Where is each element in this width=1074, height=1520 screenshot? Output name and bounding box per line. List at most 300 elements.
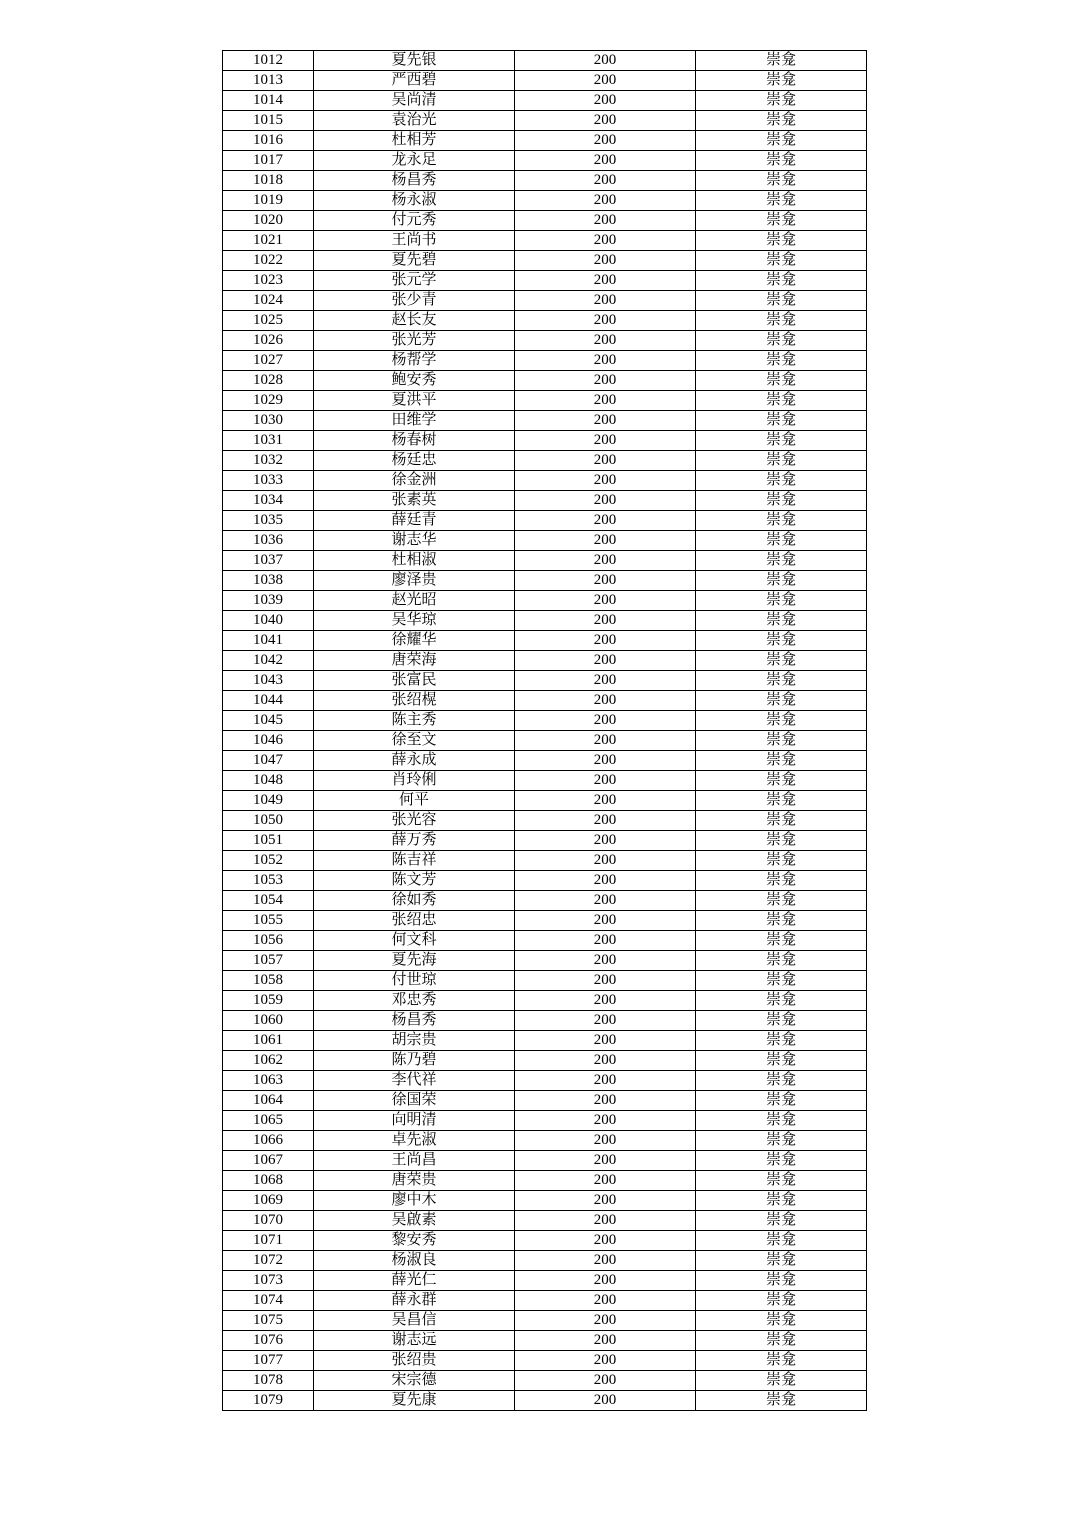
cell-id: 1073: [223, 1271, 314, 1291]
table-row: [223, 1251, 867, 1271]
cell-amount: 200: [515, 451, 696, 471]
cell-amount: 200: [515, 391, 696, 411]
cell-amount: 200: [515, 551, 696, 571]
cell-id: 1064: [223, 1091, 314, 1111]
table-row: [223, 591, 867, 611]
cell-area: 崇龛: [696, 371, 867, 391]
cell-amount: 200: [515, 571, 696, 591]
cell-name: 薛万秀: [314, 831, 515, 851]
cell-amount: 200: [515, 1371, 696, 1391]
table-row: [223, 911, 867, 931]
table-row: [223, 491, 867, 511]
table-row: [223, 751, 867, 771]
cell-name: 张光容: [314, 811, 515, 831]
cell-id: 1016: [223, 131, 314, 151]
cell-name: 龙永足: [314, 151, 515, 171]
cell-amount: 200: [515, 631, 696, 651]
table-row: [223, 311, 867, 331]
cell-name: 廖泽贵: [314, 571, 515, 591]
cell-area: 崇龛: [696, 651, 867, 671]
cell-id: 1059: [223, 991, 314, 1011]
cell-id: 1014: [223, 91, 314, 111]
cell-name: 夏先银: [314, 51, 515, 71]
table-row: [223, 151, 867, 171]
table-row: [223, 251, 867, 271]
cell-id: 1053: [223, 871, 314, 891]
cell-amount: 200: [515, 731, 696, 751]
cell-area: 崇龛: [696, 631, 867, 651]
cell-area: 崇龛: [696, 611, 867, 631]
table-row: [223, 871, 867, 891]
table-row: [223, 431, 867, 451]
cell-name: 赵长友: [314, 311, 515, 331]
cell-amount: 200: [515, 271, 696, 291]
cell-amount: 200: [515, 511, 696, 531]
cell-name: 胡宗贵: [314, 1031, 515, 1051]
cell-id: 1074: [223, 1291, 314, 1311]
cell-amount: 200: [515, 791, 696, 811]
cell-name: 严西碧: [314, 71, 515, 91]
table-row: [223, 1051, 867, 1071]
cell-id: 1046: [223, 731, 314, 751]
table-row: [223, 131, 867, 151]
cell-id: 1048: [223, 771, 314, 791]
table-row: [223, 1291, 867, 1311]
cell-area: 崇龛: [696, 691, 867, 711]
cell-amount: 200: [515, 151, 696, 171]
cell-name: 谢志华: [314, 531, 515, 551]
cell-area: 崇龛: [696, 771, 867, 791]
table-row: [223, 391, 867, 411]
cell-id: 1063: [223, 1071, 314, 1091]
cell-id: 1051: [223, 831, 314, 851]
cell-name: 王尚书: [314, 231, 515, 251]
cell-area: 崇龛: [696, 531, 867, 551]
cell-id: 1066: [223, 1131, 314, 1151]
cell-amount: 200: [515, 751, 696, 771]
table-row: [223, 351, 867, 371]
cell-name: 黎安秀: [314, 1231, 515, 1251]
cell-amount: 200: [515, 591, 696, 611]
cell-area: 崇龛: [696, 551, 867, 571]
cell-area: 崇龛: [696, 831, 867, 851]
cell-name: 唐荣贵: [314, 1171, 515, 1191]
table-row: [223, 851, 867, 871]
cell-id: 1069: [223, 1191, 314, 1211]
cell-name: 付元秀: [314, 211, 515, 231]
cell-area: 崇龛: [696, 291, 867, 311]
table-row: [223, 331, 867, 351]
table-row: [223, 1191, 867, 1211]
cell-amount: 200: [515, 1211, 696, 1231]
cell-id: 1023: [223, 271, 314, 291]
cell-id: 1032: [223, 451, 314, 471]
cell-name: 袁治光: [314, 111, 515, 131]
cell-area: 崇龛: [696, 431, 867, 451]
cell-amount: 200: [515, 231, 696, 251]
cell-name: 张富民: [314, 671, 515, 691]
cell-name: 陈吉祥: [314, 851, 515, 871]
cell-amount: 200: [515, 1391, 696, 1411]
cell-name: 徐金洲: [314, 471, 515, 491]
table-row: [223, 71, 867, 91]
cell-name: 张少青: [314, 291, 515, 311]
cell-name: 张绍榥: [314, 691, 515, 711]
cell-id: 1078: [223, 1371, 314, 1391]
cell-amount: 200: [515, 1071, 696, 1091]
cell-id: 1015: [223, 111, 314, 131]
cell-id: 1029: [223, 391, 314, 411]
cell-area: 崇龛: [696, 851, 867, 871]
table-row: [223, 531, 867, 551]
cell-name: 田维学: [314, 411, 515, 431]
cell-area: 崇龛: [696, 571, 867, 591]
cell-name: 吴昌信: [314, 1311, 515, 1331]
cell-amount: 200: [515, 1131, 696, 1151]
cell-area: 崇龛: [696, 111, 867, 131]
cell-amount: 200: [515, 111, 696, 131]
cell-name: 杨昌秀: [314, 1011, 515, 1031]
cell-id: 1061: [223, 1031, 314, 1051]
table-row: [223, 611, 867, 631]
cell-id: 1020: [223, 211, 314, 231]
cell-name: 张元学: [314, 271, 515, 291]
cell-area: 崇龛: [696, 91, 867, 111]
cell-name: 夏先碧: [314, 251, 515, 271]
cell-amount: 200: [515, 1031, 696, 1051]
cell-area: 崇龛: [696, 731, 867, 751]
cell-area: 崇龛: [696, 911, 867, 931]
cell-id: 1044: [223, 691, 314, 711]
cell-id: 1058: [223, 971, 314, 991]
cell-amount: 200: [515, 291, 696, 311]
cell-id: 1039: [223, 591, 314, 611]
cell-amount: 200: [515, 1111, 696, 1131]
table-row: [223, 631, 867, 651]
cell-area: 崇龛: [696, 991, 867, 1011]
cell-name: 徐如秀: [314, 891, 515, 911]
cell-area: 崇龛: [696, 1111, 867, 1131]
cell-name: 向明清: [314, 1111, 515, 1131]
cell-amount: 200: [515, 331, 696, 351]
cell-id: 1034: [223, 491, 314, 511]
cell-name: 夏先康: [314, 1391, 515, 1411]
table-row: [223, 1331, 867, 1351]
cell-name: 薛光仁: [314, 1271, 515, 1291]
cell-id: 1017: [223, 151, 314, 171]
table-row: [223, 291, 867, 311]
cell-amount: 200: [515, 491, 696, 511]
cell-area: 崇龛: [696, 1211, 867, 1231]
cell-amount: 200: [515, 431, 696, 451]
cell-area: 崇龛: [696, 251, 867, 271]
cell-id: 1068: [223, 1171, 314, 1191]
table-row: [223, 691, 867, 711]
cell-area: 崇龛: [696, 211, 867, 231]
cell-id: 1075: [223, 1311, 314, 1331]
cell-amount: 200: [515, 911, 696, 931]
cell-area: 崇龛: [696, 511, 867, 531]
cell-name: 陈主秀: [314, 711, 515, 731]
table-row: [223, 771, 867, 791]
table-row: [223, 1371, 867, 1391]
cell-name: 夏洪平: [314, 391, 515, 411]
cell-area: 崇龛: [696, 1171, 867, 1191]
cell-amount: 200: [515, 771, 696, 791]
cell-area: 崇龛: [696, 491, 867, 511]
cell-amount: 200: [515, 811, 696, 831]
cell-area: 崇龛: [696, 271, 867, 291]
table-row: [223, 711, 867, 731]
cell-amount: 200: [515, 611, 696, 631]
cell-name: 宋宗德: [314, 1371, 515, 1391]
cell-area: 崇龛: [696, 1091, 867, 1111]
cell-amount: 200: [515, 531, 696, 551]
table-row: [223, 191, 867, 211]
cell-amount: 200: [515, 71, 696, 91]
table-row: [223, 211, 867, 231]
table-row: [223, 1151, 867, 1171]
cell-name: 杨永淑: [314, 191, 515, 211]
cell-id: 1060: [223, 1011, 314, 1031]
cell-amount: 200: [515, 191, 696, 211]
cell-amount: 200: [515, 311, 696, 331]
cell-area: 崇龛: [696, 351, 867, 371]
cell-id: 1079: [223, 1391, 314, 1411]
cell-amount: 200: [515, 671, 696, 691]
cell-id: 1031: [223, 431, 314, 451]
cell-name: 夏先海: [314, 951, 515, 971]
cell-area: 崇龛: [696, 131, 867, 151]
cell-amount: 200: [515, 991, 696, 1011]
cell-id: 1056: [223, 931, 314, 951]
cell-amount: 200: [515, 831, 696, 851]
cell-id: 1035: [223, 511, 314, 531]
cell-area: 崇龛: [696, 711, 867, 731]
table-row: [223, 891, 867, 911]
cell-name: 鲍安秀: [314, 371, 515, 391]
cell-area: 崇龛: [696, 171, 867, 191]
cell-amount: 200: [515, 351, 696, 371]
cell-name: 吴华琼: [314, 611, 515, 631]
cell-id: 1077: [223, 1351, 314, 1371]
cell-amount: 200: [515, 891, 696, 911]
table-row: [223, 171, 867, 191]
cell-area: 崇龛: [696, 391, 867, 411]
cell-area: 崇龛: [696, 231, 867, 251]
table-row: [223, 1031, 867, 1051]
cell-area: 崇龛: [696, 891, 867, 911]
cell-name: 徐至文: [314, 731, 515, 751]
cell-name: 吴啟素: [314, 1211, 515, 1231]
cell-area: 崇龛: [696, 971, 867, 991]
cell-name: 卓先淑: [314, 1131, 515, 1151]
cell-area: 崇龛: [696, 1051, 867, 1071]
table-row: [223, 111, 867, 131]
cell-id: 1070: [223, 1211, 314, 1231]
cell-area: 崇龛: [696, 411, 867, 431]
cell-name: 张绍贵: [314, 1351, 515, 1371]
cell-name: 杨春树: [314, 431, 515, 451]
cell-name: 王尚昌: [314, 1151, 515, 1171]
table-row: [223, 671, 867, 691]
cell-area: 崇龛: [696, 1251, 867, 1271]
cell-id: 1076: [223, 1331, 314, 1351]
cell-name: 肖玲俐: [314, 771, 515, 791]
cell-name: 杜相芳: [314, 131, 515, 151]
table-row: [223, 1091, 867, 1111]
cell-id: 1065: [223, 1111, 314, 1131]
cell-amount: 200: [515, 711, 696, 731]
cell-id: 1045: [223, 711, 314, 731]
cell-id: 1041: [223, 631, 314, 651]
cell-id: 1054: [223, 891, 314, 911]
table-row: [223, 371, 867, 391]
cell-area: 崇龛: [696, 191, 867, 211]
cell-id: 1072: [223, 1251, 314, 1271]
cell-id: 1037: [223, 551, 314, 571]
cell-name: 杨廷忠: [314, 451, 515, 471]
cell-area: 崇龛: [696, 451, 867, 471]
table-row: [223, 791, 867, 811]
cell-id: 1040: [223, 611, 314, 631]
table-body: [223, 51, 867, 1411]
table-row: [223, 731, 867, 751]
table-row: [223, 951, 867, 971]
table-row: [223, 91, 867, 111]
cell-id: 1036: [223, 531, 314, 551]
table-row: [223, 471, 867, 491]
table-row: [223, 1171, 867, 1191]
cell-area: 崇龛: [696, 1191, 867, 1211]
cell-name: 杨淑良: [314, 1251, 515, 1271]
cell-amount: 200: [515, 951, 696, 971]
cell-area: 崇龛: [696, 71, 867, 91]
cell-amount: 200: [515, 1191, 696, 1211]
cell-id: 1062: [223, 1051, 314, 1071]
cell-id: 1013: [223, 71, 314, 91]
cell-id: 1038: [223, 571, 314, 591]
table-row: [223, 511, 867, 531]
cell-name: 薛永群: [314, 1291, 515, 1311]
table-row: [223, 1311, 867, 1331]
cell-area: 崇龛: [696, 1011, 867, 1031]
roster-table: [222, 50, 867, 1411]
cell-name: 杜相淑: [314, 551, 515, 571]
cell-id: 1022: [223, 251, 314, 271]
cell-amount: 200: [515, 1291, 696, 1311]
cell-amount: 200: [515, 1311, 696, 1331]
cell-id: 1057: [223, 951, 314, 971]
cell-id: 1025: [223, 311, 314, 331]
table-row: [223, 1271, 867, 1291]
cell-name: 何文科: [314, 931, 515, 951]
table-row: [223, 231, 867, 251]
cell-id: 1071: [223, 1231, 314, 1251]
cell-id: 1052: [223, 851, 314, 871]
cell-amount: 200: [515, 1151, 696, 1171]
cell-area: 崇龛: [696, 751, 867, 771]
cell-name: 杨帮学: [314, 351, 515, 371]
cell-amount: 200: [515, 411, 696, 431]
cell-amount: 200: [515, 131, 696, 151]
cell-area: 崇龛: [696, 151, 867, 171]
cell-name: 杨昌秀: [314, 171, 515, 191]
cell-area: 崇龛: [696, 931, 867, 951]
cell-amount: 200: [515, 1091, 696, 1111]
table-row: [223, 1071, 867, 1091]
table-row: [223, 1011, 867, 1031]
table-row: [223, 51, 867, 71]
cell-name: 吴尚清: [314, 91, 515, 111]
cell-name: 付世琼: [314, 971, 515, 991]
cell-name: 谢志远: [314, 1331, 515, 1351]
cell-name: 陈乃碧: [314, 1051, 515, 1071]
cell-id: 1028: [223, 371, 314, 391]
cell-amount: 200: [515, 371, 696, 391]
cell-amount: 200: [515, 1231, 696, 1251]
cell-area: 崇龛: [696, 331, 867, 351]
cell-name: 何平: [314, 791, 515, 811]
cell-amount: 200: [515, 651, 696, 671]
cell-area: 崇龛: [696, 1291, 867, 1311]
cell-id: 1027: [223, 351, 314, 371]
table-row: [223, 551, 867, 571]
cell-id: 1042: [223, 651, 314, 671]
cell-amount: 200: [515, 931, 696, 951]
cell-id: 1055: [223, 911, 314, 931]
table-row: [223, 991, 867, 1011]
cell-area: 崇龛: [696, 311, 867, 331]
table-row: [223, 571, 867, 591]
cell-id: 1012: [223, 51, 314, 71]
cell-id: 1018: [223, 171, 314, 191]
cell-name: 陈文芳: [314, 871, 515, 891]
cell-name: 赵光昭: [314, 591, 515, 611]
table-row: [223, 1351, 867, 1371]
cell-amount: 200: [515, 91, 696, 111]
cell-area: 崇龛: [696, 1371, 867, 1391]
cell-id: 1050: [223, 811, 314, 831]
cell-name: 邓忠秀: [314, 991, 515, 1011]
cell-area: 崇龛: [696, 1351, 867, 1371]
cell-amount: 200: [515, 51, 696, 71]
cell-id: 1043: [223, 671, 314, 691]
table-row: [223, 831, 867, 851]
cell-name: 薛廷青: [314, 511, 515, 531]
table-row: [223, 1231, 867, 1251]
cell-name: 徐耀华: [314, 631, 515, 651]
cell-id: 1049: [223, 791, 314, 811]
cell-id: 1033: [223, 471, 314, 491]
cell-area: 崇龛: [696, 1271, 867, 1291]
table-row: [223, 1211, 867, 1231]
cell-amount: 200: [515, 871, 696, 891]
cell-name: 李代祥: [314, 1071, 515, 1091]
cell-amount: 200: [515, 971, 696, 991]
cell-area: 崇龛: [696, 1231, 867, 1251]
table-row: [223, 1111, 867, 1131]
cell-area: 崇龛: [696, 951, 867, 971]
cell-amount: 200: [515, 691, 696, 711]
cell-amount: 200: [515, 1331, 696, 1351]
cell-amount: 200: [515, 1011, 696, 1031]
cell-amount: 200: [515, 171, 696, 191]
cell-area: 崇龛: [696, 1151, 867, 1171]
cell-area: 崇龛: [696, 671, 867, 691]
cell-area: 崇龛: [696, 871, 867, 891]
cell-id: 1021: [223, 231, 314, 251]
